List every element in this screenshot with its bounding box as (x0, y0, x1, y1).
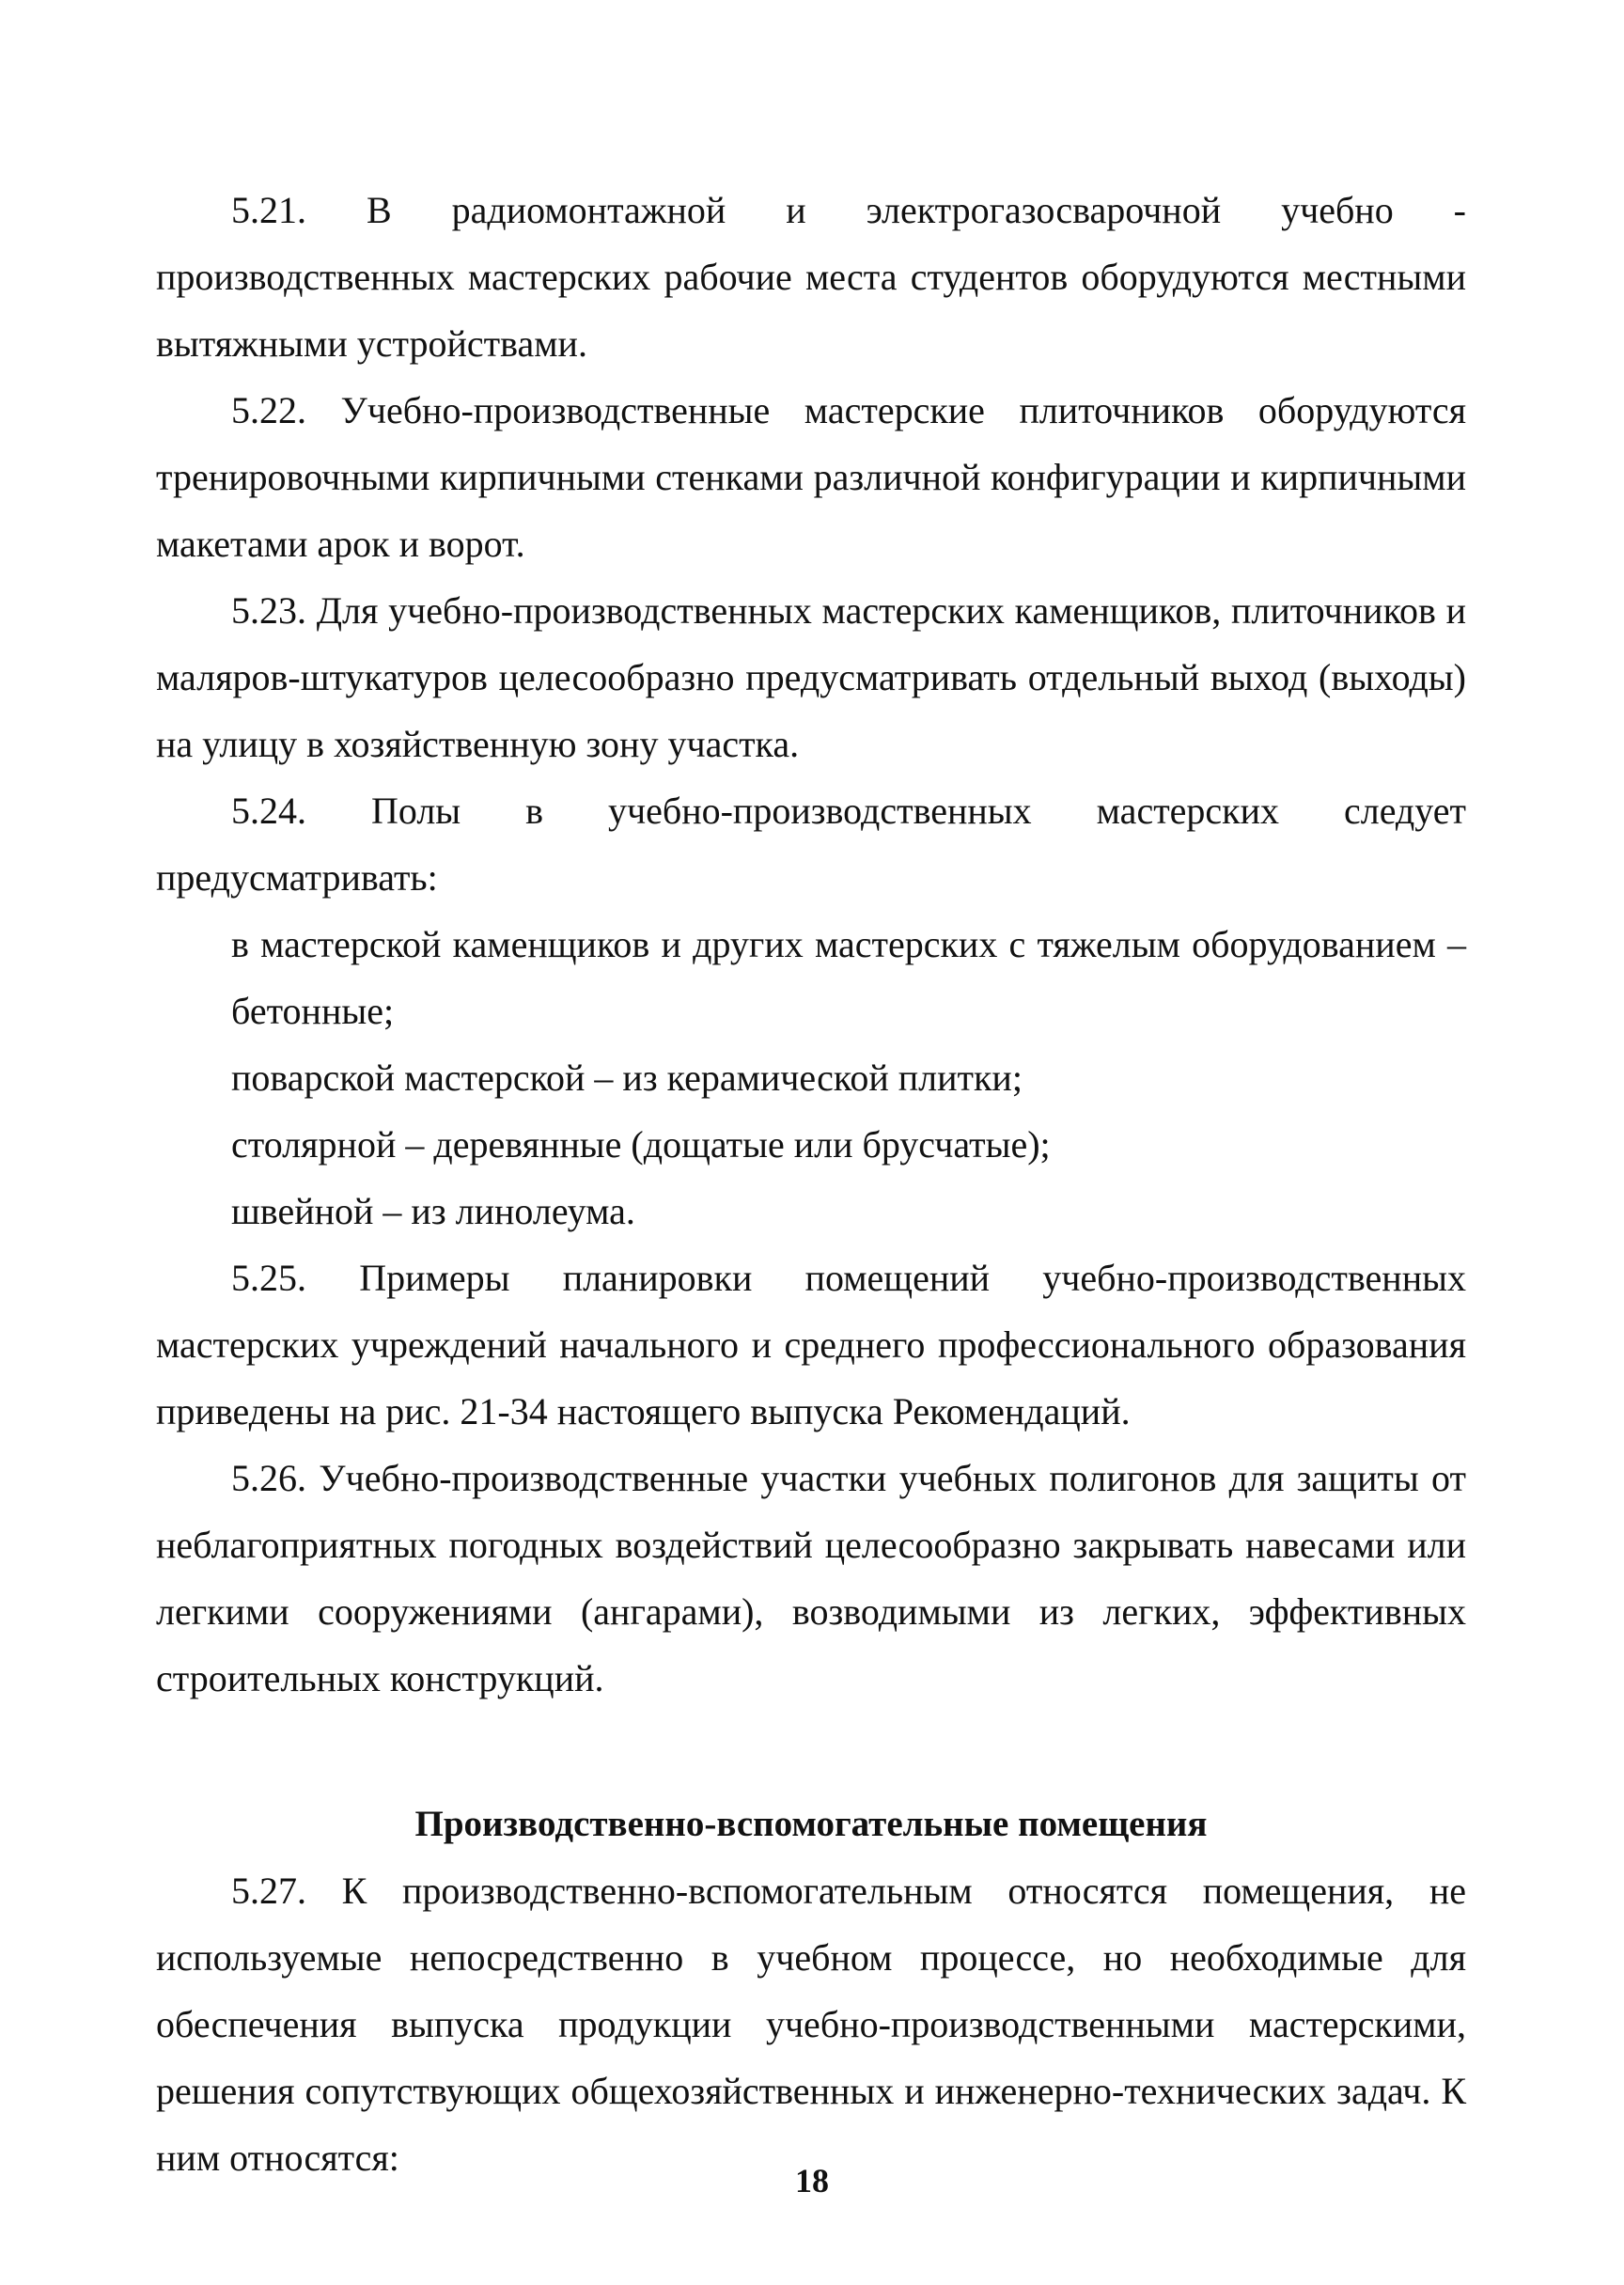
paragraph-5-27: 5.27. К производственно-вспомогательным относятся помещения, не используемые непосредственно в учебном процессе, но необходимые для обеспечения выпуска продукции учебно-производственными мастерскими, решения сопутствующих общехозяйственных и инженерно-технических задач. К ним относятся: (156, 1870, 1466, 2179)
floor-list-item: поварской мастерской – из керамической плитки; (231, 1056, 1023, 1099)
paragraph-5-23: 5.23. Для учебно-производственных мастерских каменщиков, плиточников и маляров-штукатуров целесообразно предусматривать отдельный выход (выходы) на улицу в хозяйственную зону участка. (156, 589, 1466, 765)
floor-list-item: швейной – из линолеума. (231, 1190, 635, 1232)
paragraph-5-24: 5.24. Полы в учебно-производственных мастерских следует предусматривать: (156, 790, 1466, 899)
floor-list-item: в мастерской каменщиков и других мастерских с тяжелым оборудованием – бетонные; (231, 923, 1466, 1032)
page-content (156, 177, 1466, 2191)
paragraph-5-26: 5.26. Учебно-производственные участки учебных полигонов для защиты от неблагоприятных погодных воздействий целесообразно закрывать навесами или легкими сооружениями (ангарами), возводимыми из легких, эффективных строительных конструкций. (156, 1457, 1466, 1699)
page-number: 18 (795, 2162, 829, 2199)
paragraph-5-25: 5.25. Примеры планировки помещений учебно-производственных мастерских учреждений начального и среднего профессионального образования приведены на рис. 21-34 настоящего выпуска Рекомендаций. (156, 1257, 1466, 1432)
section-heading: Производственно-вспомогательные помещения (414, 1804, 1208, 1844)
paragraph-5-21: 5.21. В радиомонтажной и электрогазосварочной учебно - производственных мастерских рабочие места студентов оборудуются местными вытяжными устройствами. (156, 189, 1466, 365)
paragraph-5-22: 5.22. Учебно-производственные мастерские плиточников оборудуются тренировочными кирпичными стенками различной конфигурации и кирпичными макетами арок и ворот. (156, 389, 1466, 565)
floor-list-item: столярной – деревянные (дощатые или брусчатые); (231, 1123, 1051, 1166)
